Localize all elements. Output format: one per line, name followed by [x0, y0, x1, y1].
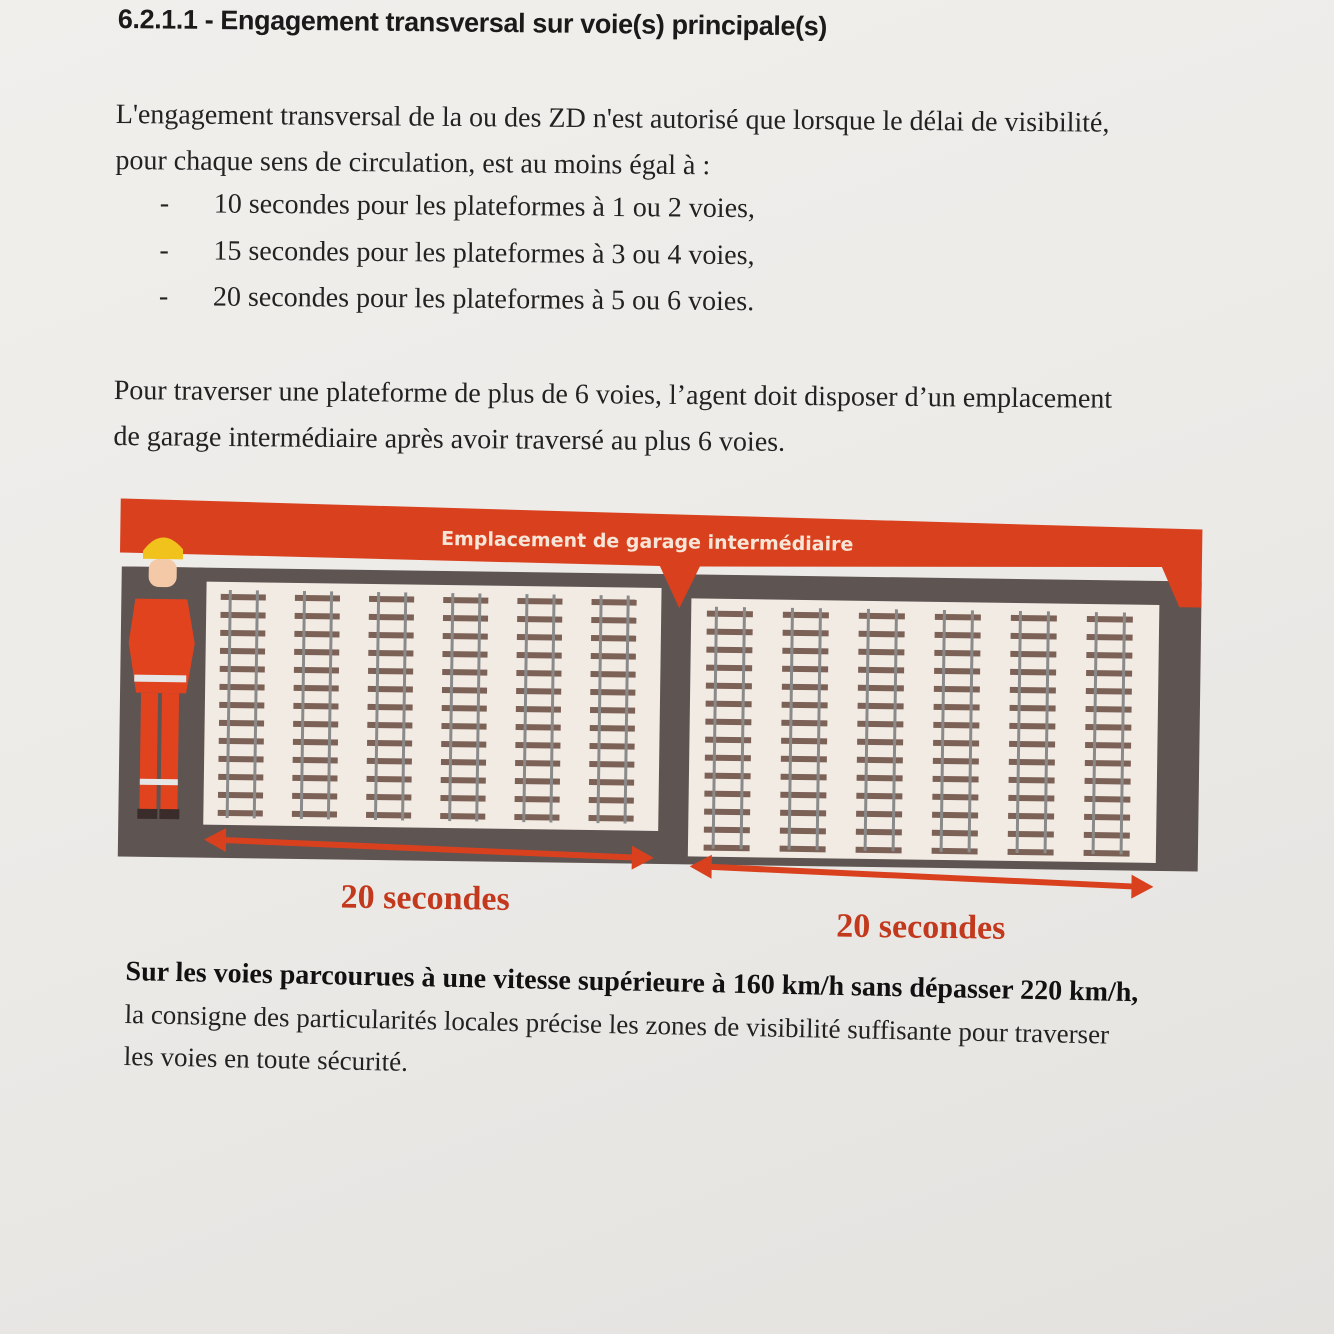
- track-tie: [589, 779, 634, 786]
- track-tie: [1086, 688, 1132, 695]
- track-tie: [440, 795, 485, 802]
- track-tie: [292, 793, 337, 800]
- track-tie: [294, 631, 339, 638]
- track-tie: [590, 671, 635, 678]
- speed-note-line-2: la consigne des particularités locales précise les zones de visibilité suffisante pour traverser: [124, 998, 1110, 1050]
- track-tie: [294, 685, 339, 692]
- track-tie: [515, 796, 560, 803]
- track-tie: [1085, 724, 1131, 731]
- track-tie: [515, 760, 560, 767]
- track-tie: [516, 688, 561, 695]
- track-tie: [934, 650, 980, 657]
- track-tie: [933, 776, 979, 783]
- track-tie: [442, 687, 487, 694]
- track-tie: [1086, 706, 1132, 713]
- speed-note-line-3: les voies en toute sécurité.: [123, 1040, 409, 1077]
- track-tie: [293, 721, 338, 728]
- visibility-paragraph-line-2: pour chaque sens de circulation, est au moins égal à :: [115, 144, 711, 182]
- list-dash: -: [159, 234, 169, 266]
- track-tie: [440, 813, 485, 820]
- track-tie: [705, 719, 751, 726]
- track-tie: [515, 778, 560, 785]
- track-tie: [705, 737, 751, 744]
- track-tie: [220, 666, 265, 673]
- track-tie: [1009, 741, 1055, 748]
- track-tie: [933, 740, 979, 747]
- track-tie: [590, 707, 635, 714]
- track-tie: [367, 740, 412, 747]
- track-tie: [780, 792, 826, 799]
- track-tie: [366, 794, 411, 801]
- track-tie: [442, 705, 487, 712]
- track-tie: [220, 648, 265, 655]
- list-dash: -: [159, 187, 170, 220]
- track-tie: [1085, 778, 1131, 785]
- track-tie: [707, 629, 753, 636]
- track-tie: [859, 613, 905, 620]
- track-tie: [781, 774, 827, 781]
- track-tie: [218, 810, 263, 817]
- track-tie: [514, 814, 559, 821]
- track-tie: [517, 634, 562, 641]
- track-tie: [516, 724, 561, 731]
- track-tie: [1010, 669, 1056, 676]
- jacket-reflective-band: [134, 675, 186, 683]
- track-tie: [441, 741, 486, 748]
- track-tie: [589, 797, 634, 804]
- track-tie: [218, 756, 263, 763]
- track-tie: [368, 686, 413, 693]
- garage-paragraph-line-2: de garage intermédiaire après avoir traversé au plus 6 voies.: [113, 420, 786, 458]
- track-tie: [1010, 687, 1056, 694]
- track-tie: [443, 615, 488, 622]
- track-tie: [369, 596, 414, 603]
- track-tie: [1087, 634, 1133, 641]
- worker-figure: [126, 537, 204, 824]
- track-tie: [1008, 813, 1054, 820]
- track-tie: [1011, 633, 1057, 640]
- track-tie: [369, 614, 414, 621]
- track-tie: [1084, 796, 1130, 803]
- track-tie: [295, 595, 340, 602]
- track-tie: [1084, 814, 1130, 821]
- track-tie: [292, 775, 337, 782]
- track-tie: [591, 653, 636, 660]
- list-dash: -: [158, 280, 169, 313]
- left-duration-label: 20 secondes: [340, 878, 510, 918]
- track-tie: [934, 704, 980, 711]
- track-tie: [705, 773, 751, 780]
- track-tie: [1009, 777, 1055, 784]
- track-tie: [782, 648, 828, 655]
- illustration-body: [115, 498, 1203, 949]
- track-tie: [859, 631, 905, 638]
- track-tie: [1086, 670, 1132, 677]
- track-tie: [441, 777, 486, 784]
- track-tie: [293, 703, 338, 710]
- track-tie: [219, 702, 264, 709]
- track-tie: [589, 761, 634, 768]
- track-tie: [220, 612, 265, 619]
- track-tie: [293, 757, 338, 764]
- track-tie: [1008, 849, 1054, 856]
- track-tie: [780, 810, 826, 817]
- track-tie: [782, 702, 828, 709]
- track-tie: [219, 738, 264, 745]
- track-tie: [707, 611, 753, 618]
- track-tie: [705, 755, 751, 762]
- track-tie: [781, 756, 827, 763]
- track-tie: [858, 667, 904, 674]
- track-tie: [781, 720, 827, 727]
- track-tie: [516, 706, 561, 713]
- track-tie: [294, 649, 339, 656]
- track-tie: [781, 738, 827, 745]
- track-tie: [591, 635, 636, 642]
- track-tie: [220, 630, 265, 637]
- track-tie: [1009, 759, 1055, 766]
- track-tie: [857, 757, 903, 764]
- track-tie: [219, 720, 264, 727]
- track-tie: [1087, 616, 1133, 623]
- track-tie: [1084, 832, 1130, 839]
- track-tie: [368, 668, 413, 675]
- track-tie: [706, 647, 752, 654]
- track-tie: [368, 704, 413, 711]
- track-tie: [515, 742, 560, 749]
- track-tie: [517, 616, 562, 623]
- track-tie: [857, 739, 903, 746]
- track-tie: [856, 847, 902, 854]
- track-tie: [1085, 760, 1131, 767]
- track-tie: [934, 668, 980, 675]
- track-tie: [441, 723, 486, 730]
- track-tie: [1010, 705, 1056, 712]
- trouser-reflective-band: [140, 779, 178, 786]
- track-tie: [858, 649, 904, 656]
- worker-right-boot: [159, 809, 179, 819]
- track-tie: [1086, 652, 1132, 659]
- track-tie: [1011, 615, 1057, 622]
- track-tie: [704, 791, 750, 798]
- track-tie: [591, 617, 636, 624]
- track-tie: [1085, 742, 1131, 749]
- track-tie: [589, 743, 634, 750]
- track-tie: [856, 829, 902, 836]
- track-tie: [783, 630, 829, 637]
- track-tie: [218, 792, 263, 799]
- track-tie: [367, 758, 412, 765]
- track-tie: [442, 669, 487, 676]
- track-tie: [592, 599, 637, 606]
- track-tie: [441, 759, 486, 766]
- track-tie: [218, 774, 263, 781]
- track-tie: [780, 828, 826, 835]
- track-tie: [783, 612, 829, 619]
- list-item-text: 20 secondes pour les plateformes à 5 ou 6 voies.: [212, 281, 755, 318]
- track-tie: [858, 703, 904, 710]
- track-tie: [932, 848, 978, 855]
- track-tie: [935, 614, 981, 621]
- track-tie: [1084, 850, 1130, 857]
- track-tie: [1010, 651, 1056, 658]
- track-tie: [443, 633, 488, 640]
- track-tie: [706, 665, 752, 672]
- track-tie: [443, 597, 488, 604]
- list-item-text: 10 secondes pour les plateformes à 1 ou 2 voies,: [213, 188, 756, 225]
- track-tie: [516, 670, 561, 677]
- track-tie: [858, 685, 904, 692]
- track-tie: [706, 683, 752, 690]
- track-tie: [782, 666, 828, 673]
- track-tie: [590, 725, 635, 732]
- track-tie: [856, 793, 902, 800]
- track-tie: [295, 613, 340, 620]
- track-tie: [517, 598, 562, 605]
- track-tie: [932, 830, 978, 837]
- worker-left-leg: [139, 693, 158, 811]
- track-tie: [366, 812, 411, 819]
- section-heading: 6.2.1.1 - Engagement transversal sur voie(s) principale(s): [117, 4, 828, 42]
- garage-banner-label: Emplacement de garage intermédiaire: [440, 527, 854, 556]
- list-item-text: 15 secondes pour les plateformes à 3 ou 4 voies,: [213, 234, 755, 271]
- track-tie: [933, 758, 979, 765]
- track-tie: [442, 651, 487, 658]
- worker-left-boot: [137, 809, 157, 819]
- track-tie: [704, 809, 750, 816]
- track-tie: [935, 632, 981, 639]
- track-tie: [590, 689, 635, 696]
- worker-face: [149, 559, 177, 587]
- track-tie: [932, 794, 978, 801]
- track-tie: [293, 739, 338, 746]
- visibility-paragraph-line-1: L'engagement transversal de la ou des ZD n'est autorisé que lorsque le délai de visibilité,: [115, 98, 1110, 139]
- track-tie: [856, 811, 902, 818]
- track-tie: [368, 650, 413, 657]
- track-tie: [294, 667, 339, 674]
- track-tie: [933, 722, 979, 729]
- track-tie: [857, 775, 903, 782]
- track-tie: [782, 684, 828, 691]
- speed-note: [123, 950, 1205, 1100]
- track-tie: [367, 776, 412, 783]
- track-tie: [780, 846, 826, 853]
- track-tie: [706, 701, 752, 708]
- garage-paragraph-line-1: Pour traverser une plateforme de plus de 6 voies, l’agent doit disposer d’un emplacement: [113, 374, 1113, 415]
- track-tie: [1009, 723, 1055, 730]
- track-tie: [704, 827, 750, 834]
- track-tie: [292, 811, 337, 818]
- track-tie: [588, 815, 633, 822]
- track-tie: [934, 686, 980, 693]
- track-tie: [704, 845, 750, 852]
- track-tie: [369, 632, 414, 639]
- track-tie: [219, 684, 264, 691]
- track-tie: [932, 812, 978, 819]
- track-tie: [517, 652, 562, 659]
- track-tie: [1008, 831, 1054, 838]
- track-tie: [1008, 795, 1054, 802]
- right-duration-label: 20 secondes: [836, 907, 1006, 947]
- track-tie: [221, 594, 266, 601]
- track-tie: [367, 722, 412, 729]
- worker-right-leg: [160, 693, 179, 811]
- speed-note-bold: Sur les voies parcourues à une vitesse supérieure à 160 km/h sans dépasser 220 km/h,: [125, 955, 1139, 1009]
- track-tie: [857, 721, 903, 728]
